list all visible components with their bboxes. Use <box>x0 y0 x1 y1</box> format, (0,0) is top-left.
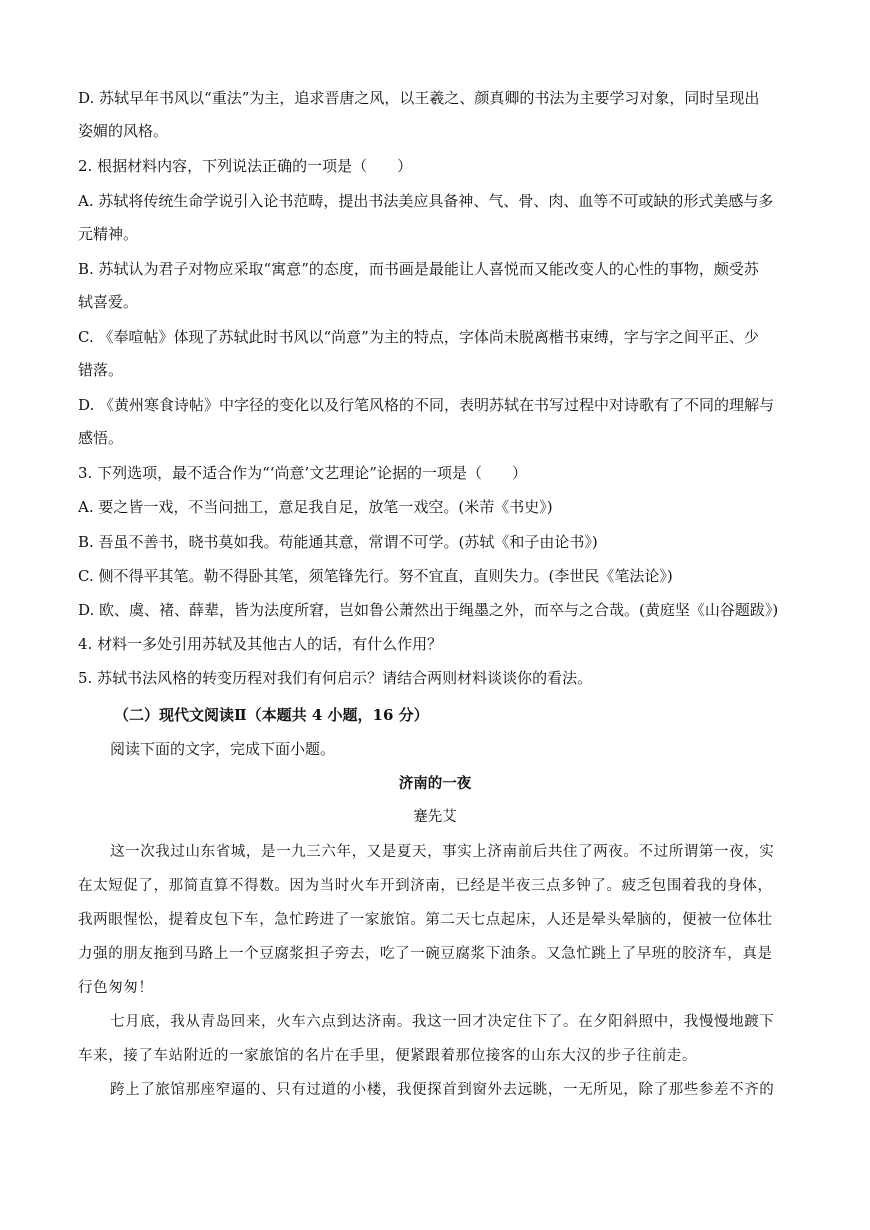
q2-option-a-line-1: A. 苏轼将传统生命学说引入论书范畴，提出书法美应具备神、气、骨、肉、血等不可或缺的形式美感与多 <box>78 192 774 210</box>
paragraph-1-line-2: 在太短促了，那简直算不得数。因为当时火车开到济南，已经是半夜三点多钟了。疲乏包围着我的身体， <box>78 878 773 894</box>
q2-option-c-line-2: 错落。 <box>78 361 124 379</box>
section-heading: （二）现代文阅读Ⅱ（本题共 4 小题，16 分） <box>114 706 429 724</box>
question-5: 5. 苏轼书法风格的转变历程对我们有何启示？请结合两则材料谈谈你的看法。 <box>78 669 593 687</box>
q2-option-d-line-1: D. 《黄州寒食诗帖》中字径的变化以及行笔风格的不同，表明苏轼在书写过程中对诗歌有了不同的理解与 <box>78 396 775 414</box>
instructions: 阅读下面的文字，完成下面小题。 <box>110 740 336 758</box>
q2-option-a-line-2: 元精神。 <box>78 225 139 243</box>
q2-option-b-line-2: 轼喜爱。 <box>78 293 139 311</box>
q2-option-b-line-1: B. 苏轼认为君子对物应采取“寓意”的态度，而书画是最能让人喜悦而又能改变人的心性的事物，颇受苏 <box>78 260 759 278</box>
question-2: 2. 根据材料内容，下列说法正确的一项是（ ） <box>78 157 413 175</box>
q3-option-b: B. 吾虽不善书，晓书莫如我。苟能通其意，常谓不可学。(苏轼《和子由论书》) <box>78 533 598 551</box>
q3-option-c: C. 侧不得平其笔。勒不得卧其笔，须笔锋先行。努不宜直，直则失力。(李世民《笔法论》) <box>78 567 673 585</box>
question-3: 3. 下列选项，最不适合作为“‘尚意’文艺理论”论据的一项是（ ） <box>78 464 527 482</box>
article-title: 济南的一夜 <box>398 775 472 792</box>
article-author: 蹇先艾 <box>413 809 457 825</box>
option-d-line-1: D. 苏轼早年书风以“重法”为主，追求晋唐之风，以王羲之、颜真卿的书法为主要学习对象，同时呈现出 <box>78 89 760 107</box>
q2-option-c-line-1: C. 《奉喧帖》体现了苏轼此时书风以“尚意”为主的特点，字体尚未脱离楷书束缚，字与字之间平正、少 <box>78 328 759 346</box>
paragraph-1-line-1: 这一次我过山东省城，是一九三六年，又是夏天，事实上济南前后共住了两夜。不过所谓第一夜，实 <box>110 844 775 860</box>
paragraph-3-line-1: 跨上了旅馆那座窄逼的、只有过道的小楼，我便探首到窗外去远眺，一无所见，除了那些参差不齐的 <box>110 1082 775 1098</box>
q3-option-a: A. 要之皆一戏，不当问拙工，意足我自足，放笔一戏空。(米芾《书史》) <box>78 498 553 516</box>
paragraph-1-line-4: 力强的朋友拖到马路上一个豆腐浆担子旁去，吃了一碗豆腐浆下油条。又急忙跳上了早班的胶济车，真是 <box>78 946 773 962</box>
paragraph-2-line-2: 车来，接了车站附近的一家旅馆的名片在手里，便紧跟着那位接客的山东大汉的步子往前走。 <box>78 1048 698 1064</box>
question-4: 4. 材料一多处引用苏轼及其他古人的话，有什么作用？ <box>78 635 443 653</box>
paragraph-1-line-3: 我两眼惺忪，提着皮包下车，急忙跨进了一家旅馆。第二天七点起床，人还是晕头晕脑的，便被一位体壮 <box>78 912 773 928</box>
option-d-line-2: 姿媚的风格。 <box>78 122 169 140</box>
q3-option-d: D. 欧、虞、褚、薛辈，皆为法度所窘，岂如鲁公萧然出于绳墨之外，而卒与之合哉。(黄庭坚《山谷题跋》) <box>78 601 779 619</box>
paragraph-2-line-1: 七月底，我从青岛回来，火车六点到达济南。我这一回才决定住下了。在夕阳斜照中，我慢慢地踱下 <box>110 1014 775 1030</box>
q2-option-d-line-2: 感悟。 <box>78 429 124 447</box>
paragraph-1-line-5: 行色匆匆！ <box>78 980 154 996</box>
